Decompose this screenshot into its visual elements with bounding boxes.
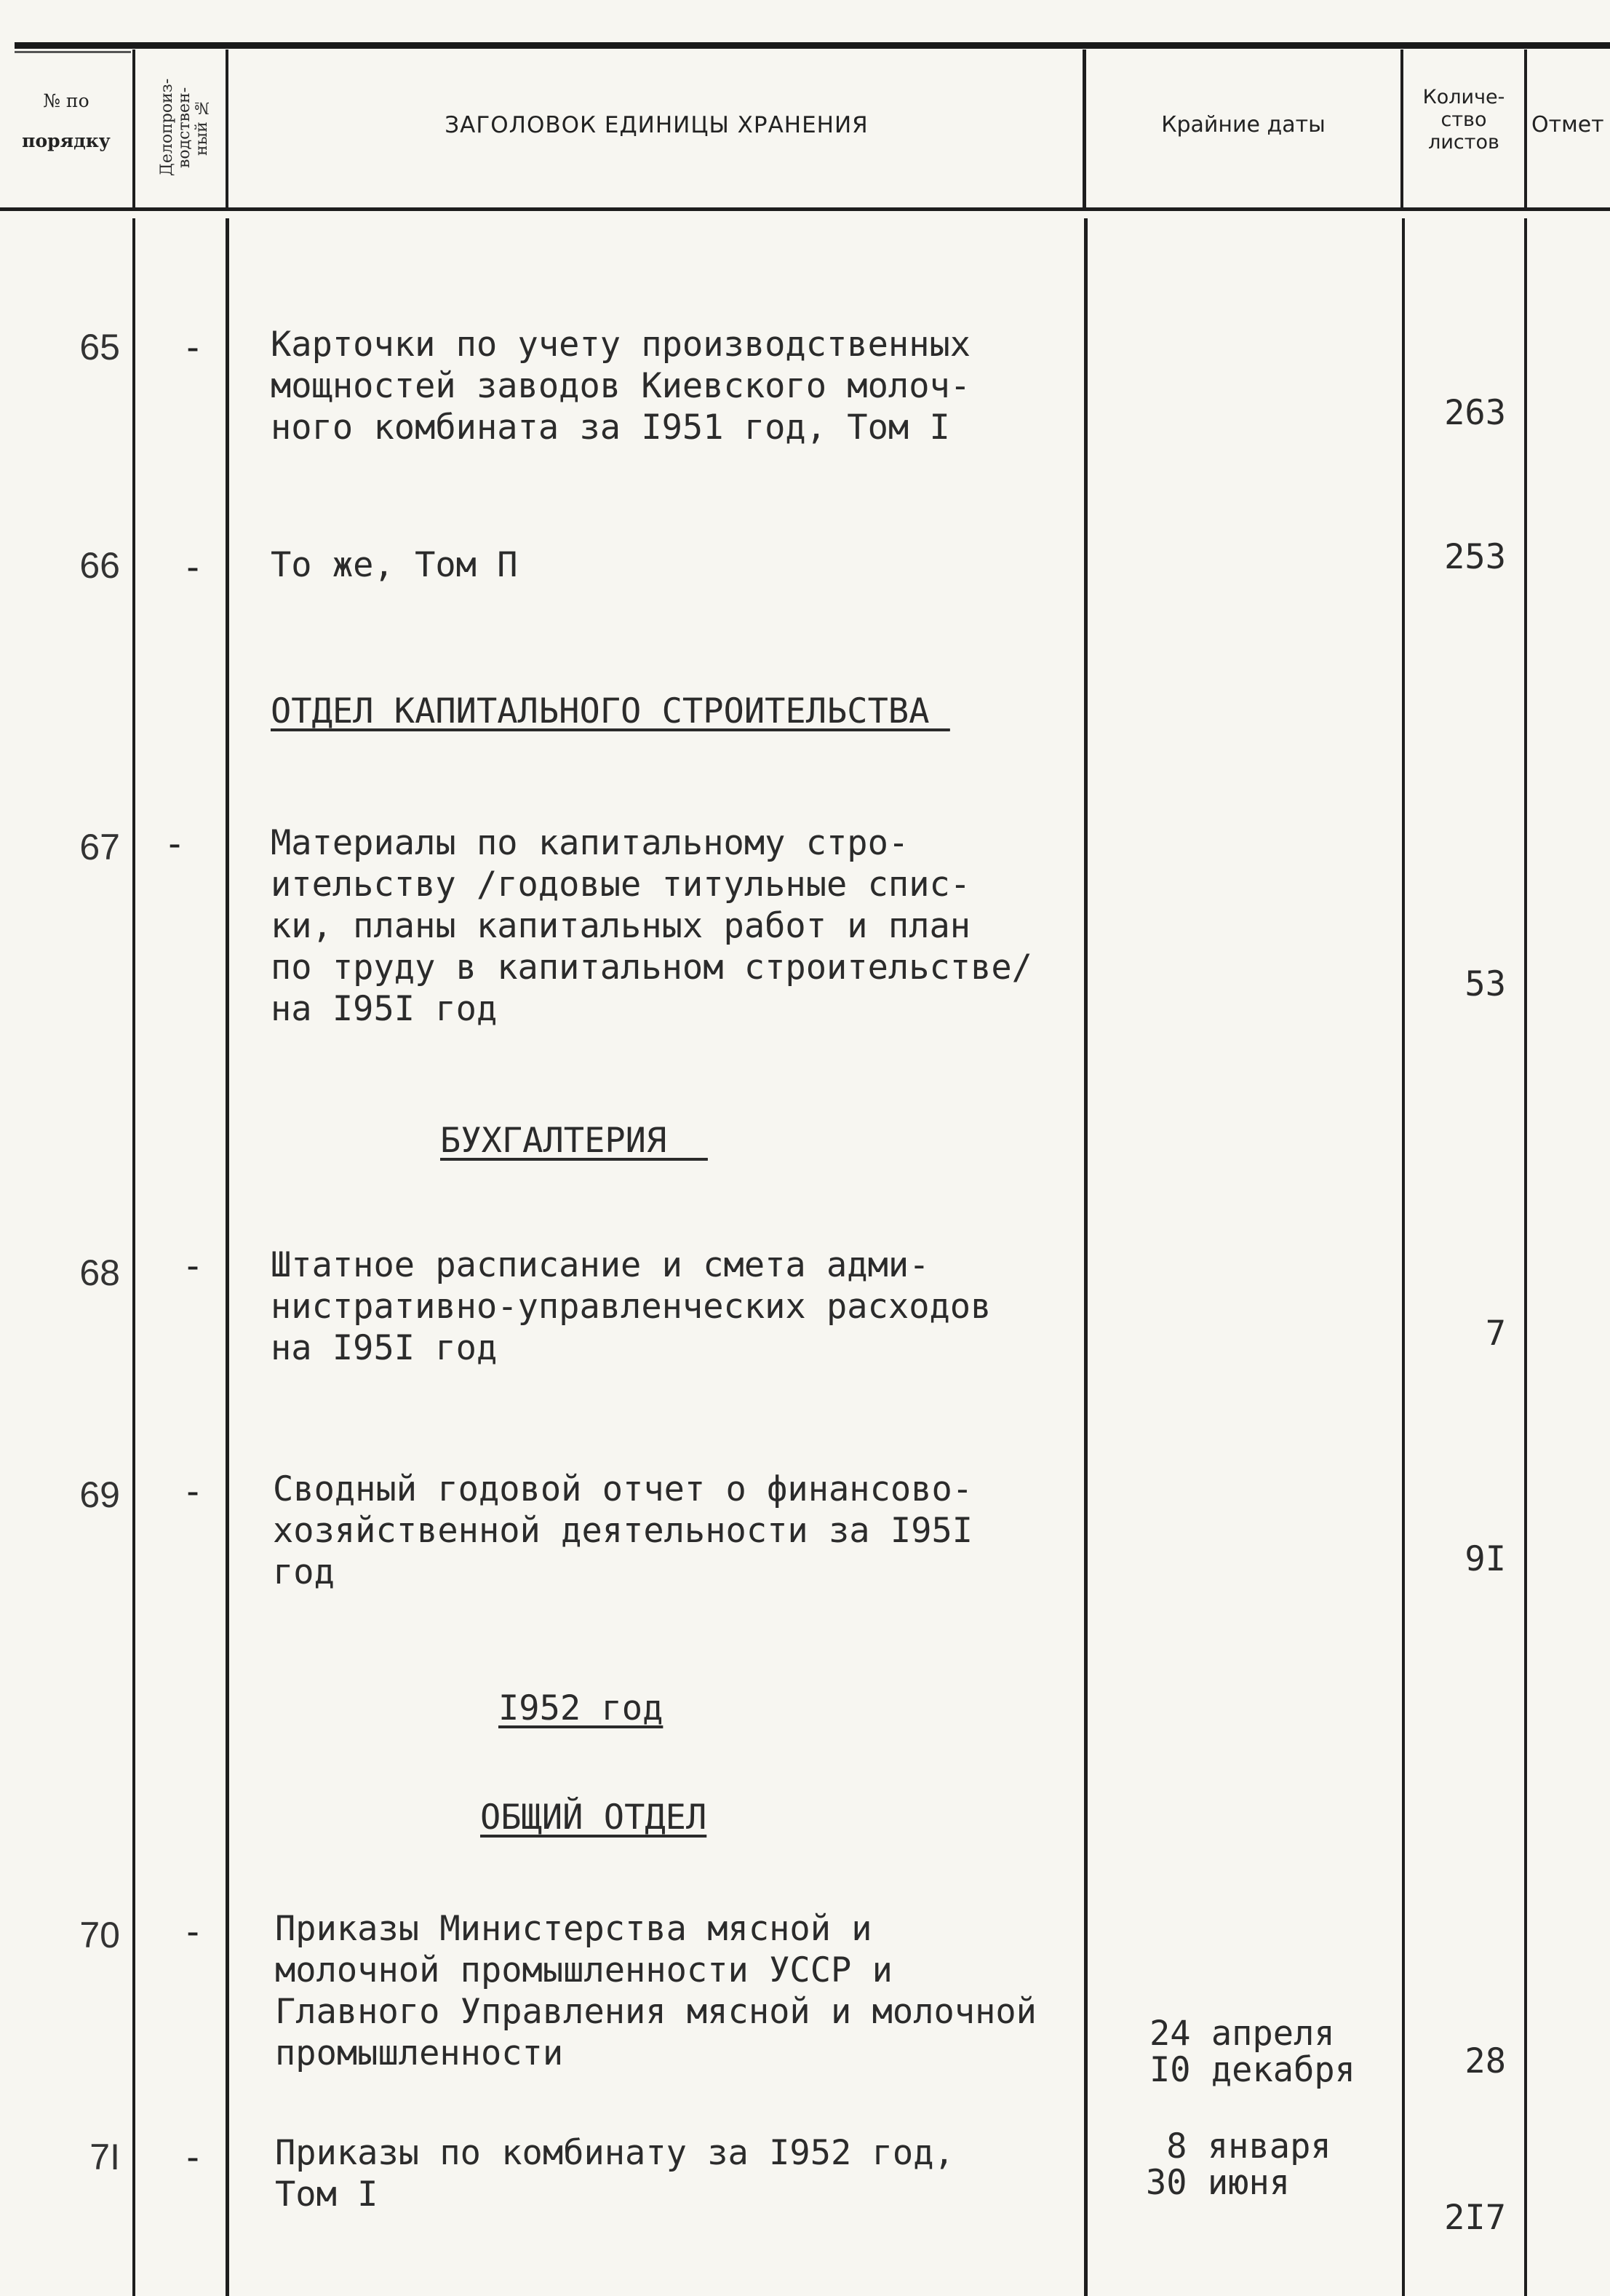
header-sheets [1403,86,1524,154]
row-67-dash: - [163,822,186,865]
row-69-title: Сводный годовой отчет о финансово- хозяйственной деятельности за I95I год [273,1469,973,1592]
row-68-number: 68 [79,1252,120,1293]
section-general-department: ОБЩИЙ ОТДЕЛ [480,1798,707,1838]
section-accounting: БУХГАЛТЕРИЯ _ [440,1121,708,1161]
row-66-sheets: 253 [1444,537,1506,577]
row-66-number: 66 [79,545,120,586]
header-sheets-line2: ство [1440,108,1487,132]
row-66-title: То же, Том П [271,545,518,585]
row-70-dates: 24 апреля I0 декабря [1149,2014,1355,2090]
header-office-line2: водствен- [175,87,194,168]
row-71-title: Приказы по комбинату за I952 год, Том I [275,2133,955,2214]
header-notes: Отмет [1531,112,1604,138]
col-divider-2 [226,49,228,210]
row-65-dash: - [181,326,204,368]
row-71-sheets: 2I7 [1444,2198,1506,2238]
row-70-number: 70 [79,1915,120,1955]
row-65-number: 65 [79,327,120,368]
body-divider-4 [1402,218,1405,2296]
col-divider-1 [132,49,135,210]
top-border [15,42,1610,49]
row-65-sheets: 263 [1444,393,1506,433]
body-divider-2 [226,218,229,2296]
header-office-line1: Делопроиз- [158,78,176,177]
body-divider-5 [1524,218,1527,2296]
body-divider-1 [132,218,135,2296]
row-68-sheets: 7 [1485,1314,1506,1354]
row-67-title: Материалы по капитальному стро- ительству /годовые титульные спис- ки, планы капитальных работ и план по труду в капитальном строительстве/ на I95I год [271,823,1032,1029]
section-capital-construction: ОТДЕЛ КАПИТАЛЬНОГО СТРОИТЕЛЬСТВА_ [271,691,950,731]
col-divider-5 [1524,49,1527,210]
row-69-number: 69 [79,1474,120,1515]
row-68-title: Штатное расписание и смета адми- нистративно-управленческих расходов на I95I год [271,1245,992,1368]
row-70-dash: - [181,1910,204,1953]
body-divider-3 [1084,218,1088,2296]
header-office-line3: ный № [193,98,211,156]
row-67-number: 67 [79,827,120,867]
header-sheets-line1: Количе- [1422,86,1505,108]
row-69-dash: - [181,1470,204,1512]
row-68-dash: - [181,1244,204,1287]
row-71-number: 7I [89,2137,120,2177]
header-title: ЗАГОЛОВОК ЕДИНИЦЫ ХРАНЕНИЯ [445,112,869,138]
header-office-number [158,58,211,196]
row-69-sheets: 9I [1464,1539,1506,1579]
header-number [0,91,132,152]
header-number-line1: № по [43,90,89,111]
row-71-dash: - [181,2136,204,2178]
row-70-title: Приказы Министерства мясной и молочной промышленности УССР и Главного Управления мясной и молочной промышленности [275,1909,1037,2073]
header-dates: Крайние даты [1161,112,1326,138]
header-number-line2: порядку [22,130,111,151]
row-71-dates: 8 января 30 июня [1146,2126,1331,2203]
row-67-sheets: 53 [1464,964,1506,1004]
row-66-dash: - [181,546,204,588]
section-year-1952: I952 год [498,1688,663,1728]
row-65-title: Карточки по учету производственных мощностей заводов Киевского молоч- ного комбината за I951 год, Том I [271,325,971,448]
top-border-thin [15,51,131,53]
header-sheets-line3: листов [1428,131,1499,154]
row-70-sheets: 28 [1464,2041,1506,2081]
header-bottom-border [0,207,1610,211]
